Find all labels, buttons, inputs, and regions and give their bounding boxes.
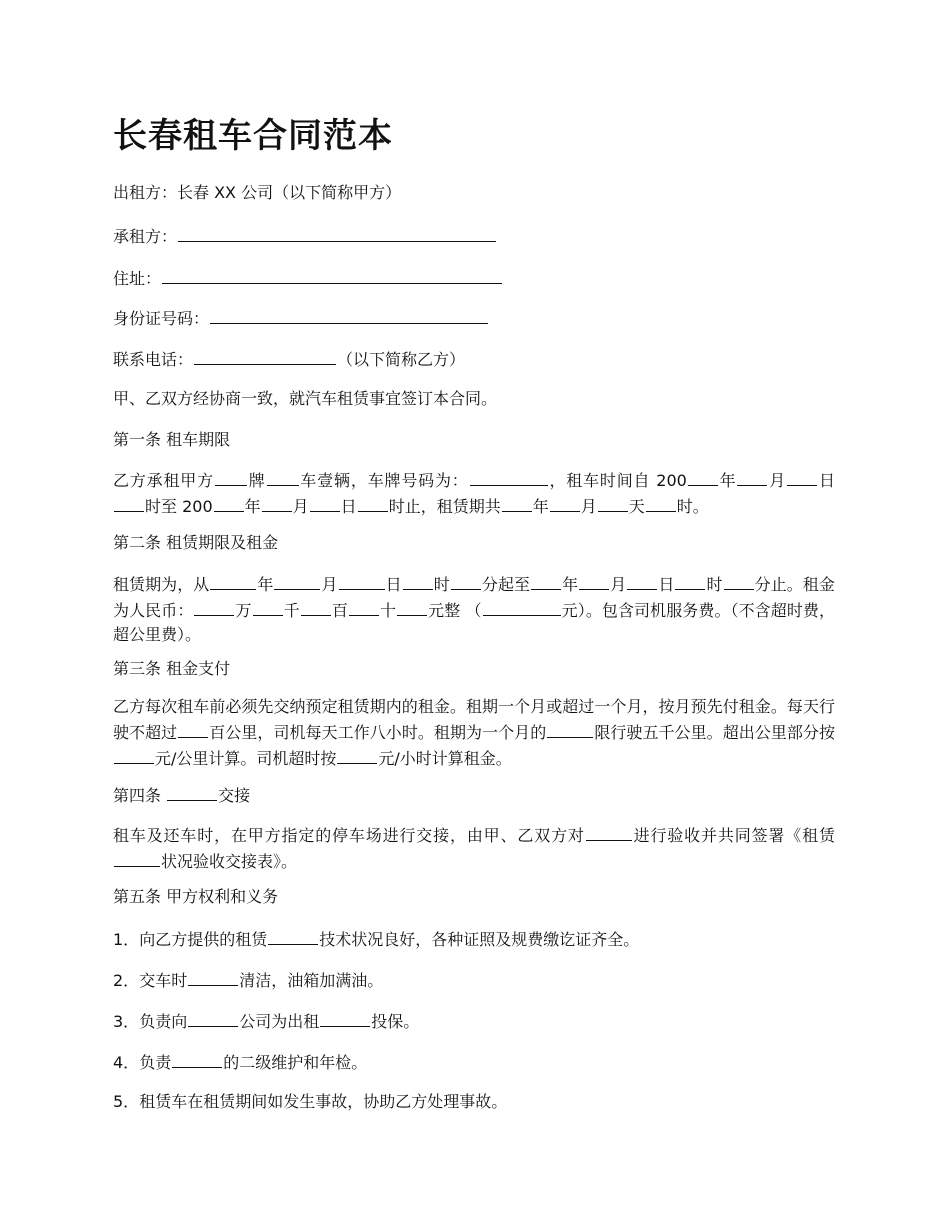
list-item	[113, 1008, 419, 1034]
text-segment: 乙方每次租车前必须先交纳预定租赁期内的租金。租期一个月或超过一个月，按月预先付租金。每天行驶不超过	[113, 697, 835, 742]
text-segment: 时止，租赁期共	[388, 497, 501, 516]
text-segment: 时至 200	[145, 497, 213, 516]
list-number: 1．	[113, 930, 140, 949]
text-segment: 分起至	[481, 575, 531, 594]
blank[interactable]	[178, 719, 208, 738]
article-3-heading: 第三条 租金支付	[113, 659, 231, 678]
text-segment: 日	[658, 575, 675, 594]
text-segment: 千	[283, 601, 300, 620]
text-segment: 百公里，司机每天工作八小时。租期为一个月的	[209, 723, 547, 742]
text-segment: 月	[321, 575, 338, 594]
blank[interactable]	[483, 597, 561, 616]
blank[interactable]	[675, 571, 705, 590]
phone-blank[interactable]	[194, 346, 336, 365]
id-label: 身份证号码：	[113, 309, 210, 328]
text-segment: 日	[385, 575, 402, 594]
document-title: 长春租车合同范本	[113, 116, 393, 156]
blank[interactable]	[403, 571, 433, 590]
blank[interactable]	[188, 967, 238, 986]
address-label: 住址：	[113, 269, 162, 288]
blank[interactable]	[188, 1008, 238, 1027]
text-segment: 投保。	[371, 1012, 420, 1031]
blank[interactable]	[502, 493, 532, 512]
blank[interactable]	[172, 1049, 222, 1068]
text-segment: 天	[628, 497, 645, 516]
address-blank[interactable]	[162, 265, 502, 284]
blank[interactable]	[114, 493, 144, 512]
text-segment: 年	[244, 497, 261, 516]
text-segment: 日	[818, 471, 835, 490]
blank[interactable]	[210, 571, 256, 590]
text-segment: 乙方承租甲方	[113, 471, 214, 490]
blank[interactable]	[268, 926, 318, 945]
id-blank[interactable]	[210, 305, 488, 324]
article-2-body	[113, 571, 835, 647]
text-segment: 负责向	[139, 1012, 188, 1031]
blank[interactable]	[114, 848, 160, 867]
blank[interactable]	[688, 467, 718, 486]
text-segment: 日	[340, 497, 357, 516]
phone-label: 联系电话：	[113, 350, 194, 369]
text-segment: 租赁期为，从	[113, 575, 210, 594]
article-2-heading: 第二条 租赁期限及租金	[113, 533, 279, 552]
intro-line: 甲、乙双方经协商一致，就汽车租赁事宜签订本合同。	[113, 389, 498, 408]
text-segment: 租赁车在租赁期间如发生事故，协助乙方处理事故。	[139, 1092, 508, 1111]
list-item	[113, 967, 383, 993]
phone-suffix: （以下简称乙方）	[337, 350, 466, 369]
lessee-line	[113, 223, 497, 249]
text-segment: 时	[433, 575, 450, 594]
text-segment: 清洁，油箱加满油。	[239, 971, 384, 990]
list-number: 4．	[113, 1053, 140, 1072]
blank[interactable]	[646, 493, 676, 512]
blank[interactable]	[627, 571, 657, 590]
text-segment: 分止。租金为人民币：	[113, 575, 835, 620]
blank[interactable]	[349, 597, 379, 616]
text-segment: 元整 （	[428, 601, 482, 620]
text-segment: 百	[331, 601, 348, 620]
blank[interactable]	[253, 597, 283, 616]
blank[interactable]	[586, 822, 632, 841]
blank[interactable]	[737, 467, 767, 486]
blank[interactable]	[724, 571, 754, 590]
text-segment: 时。	[676, 497, 709, 516]
list-number: 5．	[113, 1092, 140, 1111]
list-item	[113, 1049, 367, 1075]
text-segment: 年	[257, 575, 274, 594]
blank[interactable]	[579, 571, 609, 590]
id-line	[113, 305, 489, 331]
blank[interactable]	[531, 571, 561, 590]
blank[interactable]	[301, 597, 331, 616]
blank[interactable]	[167, 782, 217, 801]
phone-line	[113, 346, 465, 372]
blank[interactable]	[267, 467, 299, 486]
article-4-body	[113, 822, 835, 874]
article-5-heading: 第五条 甲方权利和义务	[113, 887, 279, 906]
blank[interactable]	[547, 719, 593, 738]
text-segment: 交接	[218, 786, 251, 805]
lessee-label: 承租方：	[113, 227, 178, 246]
list-number: 3．	[113, 1012, 140, 1031]
lessor-line: 出租方：长春 XX 公司（以下简称甲方）	[113, 183, 402, 202]
blank[interactable]	[470, 467, 548, 486]
text-segment: 技术状况良好，各种证照及规费缴讫证齐全。	[319, 930, 640, 949]
blank[interactable]	[194, 597, 234, 616]
text-segment: ，租车时间自 200	[548, 471, 687, 490]
text-segment: 十	[379, 601, 397, 620]
article-1-body	[113, 467, 835, 519]
blank[interactable]	[550, 493, 580, 512]
text-segment: 月	[292, 497, 309, 516]
article-3-body	[113, 695, 835, 771]
text-segment: 的二级维护和年检。	[223, 1053, 368, 1072]
text-segment: 公司为出租	[239, 1012, 320, 1031]
text-segment: 万	[235, 601, 252, 620]
address-line	[113, 265, 503, 291]
blank[interactable]	[358, 493, 388, 512]
list-item	[113, 1090, 507, 1114]
list-number: 2．	[113, 971, 140, 990]
text-segment: 年	[532, 497, 549, 516]
text-segment: 月	[610, 575, 627, 594]
text-segment: 元）。包含司机服务费。（不含超时费，超公里费）。	[113, 601, 835, 644]
blank[interactable]	[339, 571, 385, 590]
text-segment: 状况验收交接表》。	[161, 852, 298, 871]
text-segment: 向乙方提供的租赁	[139, 930, 268, 949]
blank[interactable]	[262, 493, 292, 512]
blank[interactable]	[451, 571, 481, 590]
article-4-heading	[113, 782, 250, 808]
blank[interactable]	[114, 745, 154, 764]
text-segment: 车壹辆，车牌号码为：	[299, 471, 469, 490]
blank[interactable]	[598, 493, 628, 512]
text-segment: 负责	[139, 1053, 172, 1072]
text-segment: 时	[706, 575, 723, 594]
blank[interactable]	[787, 467, 817, 486]
text-segment: 限行驶五千公里。超出公里部分按	[594, 723, 835, 742]
text-segment: 月	[580, 497, 597, 516]
blank[interactable]	[337, 745, 377, 764]
text-segment: 元/小时计算租金。	[378, 749, 512, 768]
list-item	[113, 926, 639, 952]
text-segment: 月	[768, 471, 787, 490]
blank[interactable]	[214, 493, 244, 512]
text-segment: 进行验收并共同签署《租赁	[632, 826, 835, 845]
text-segment: 交车时	[139, 971, 188, 990]
article-1-heading: 第一条 租车期限	[113, 430, 231, 449]
text-segment: 第四条	[113, 786, 167, 805]
blank[interactable]	[274, 571, 320, 590]
text-segment: 年	[718, 471, 737, 490]
blank[interactable]	[397, 597, 427, 616]
blank[interactable]	[310, 493, 340, 512]
blank[interactable]	[320, 1008, 370, 1027]
text-segment: 租车及还车时，在甲方指定的停车场进行交接，由甲、乙双方对	[113, 826, 585, 845]
text-segment: 牌	[247, 471, 266, 490]
lessee-blank[interactable]	[178, 223, 496, 242]
text-segment: 年	[562, 575, 579, 594]
blank[interactable]	[215, 467, 247, 486]
text-segment: 元/公里计算。司机超时按	[155, 749, 337, 768]
